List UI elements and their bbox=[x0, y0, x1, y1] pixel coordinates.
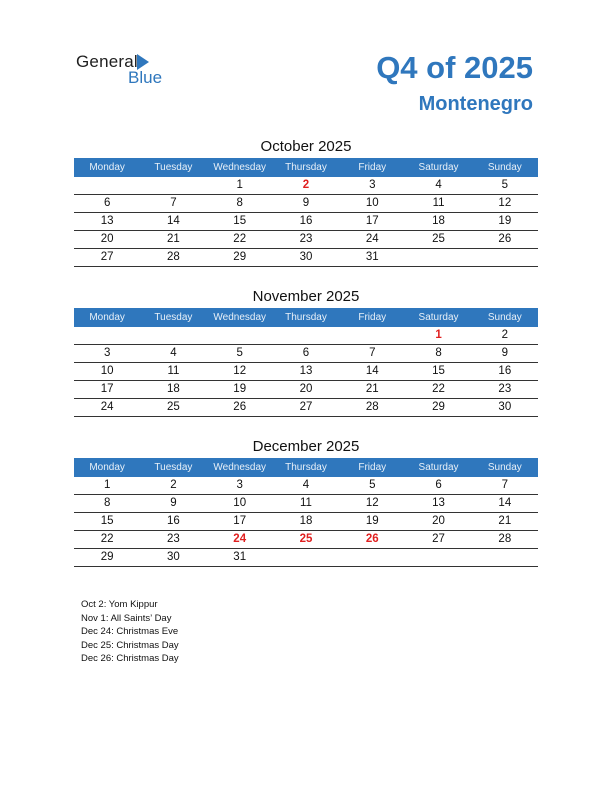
day-cell: 7 bbox=[501, 479, 509, 491]
day-cell: 29 bbox=[233, 251, 247, 263]
weekday-label: Tuesday bbox=[154, 312, 193, 323]
week-row bbox=[74, 231, 538, 249]
day-cell: 22 bbox=[233, 233, 247, 245]
day-cell: 30 bbox=[299, 251, 313, 263]
day-cell: 8 bbox=[103, 497, 111, 509]
day-cell: 23 bbox=[167, 533, 180, 545]
month-title: October 2025 bbox=[260, 138, 352, 155]
day-cell: 4 bbox=[435, 179, 442, 191]
week-row bbox=[74, 495, 538, 513]
day-cell bbox=[207, 327, 273, 344]
day-cell: 20 bbox=[432, 515, 445, 527]
day-cell: 20 bbox=[299, 383, 313, 395]
day-cell: 5 bbox=[501, 179, 509, 191]
day-cell bbox=[140, 327, 206, 344]
weekday-label: Friday bbox=[358, 312, 387, 323]
day-cell: 5 bbox=[369, 479, 376, 491]
holiday-note: Oct 2: Yom Kippur bbox=[81, 599, 158, 610]
day-cell bbox=[140, 177, 206, 194]
day-cell: 18 bbox=[299, 515, 313, 527]
day-cell: 3 bbox=[236, 479, 243, 491]
day-cell: 28 bbox=[365, 401, 379, 413]
week-row bbox=[74, 363, 538, 381]
day-cell: 13 bbox=[299, 365, 313, 377]
day-cell: 6 bbox=[103, 197, 111, 209]
day-cell: 30 bbox=[498, 401, 512, 413]
month-title: December 2025 bbox=[252, 438, 360, 455]
day-cell bbox=[339, 327, 405, 344]
weekday-label: Monday bbox=[89, 312, 125, 323]
day-cell: 1 bbox=[236, 179, 243, 191]
day-cell: 7 bbox=[369, 347, 376, 359]
holiday-notes bbox=[81, 598, 179, 666]
day-cell: 21 bbox=[498, 515, 512, 527]
weekday-header bbox=[74, 308, 538, 327]
day-cell: 29 bbox=[100, 551, 114, 563]
day-cell: 10 bbox=[233, 497, 247, 509]
week-row bbox=[74, 381, 538, 399]
holiday-day-cell: 24 bbox=[233, 533, 247, 545]
day-cell: 26 bbox=[498, 233, 512, 245]
weekday-header bbox=[74, 458, 538, 477]
weekday-label: Friday bbox=[358, 462, 387, 473]
weekday-header bbox=[74, 158, 538, 177]
month-weeks bbox=[74, 327, 538, 417]
day-cell: 21 bbox=[365, 383, 379, 395]
day-cell: 29 bbox=[432, 401, 445, 413]
holiday-note: Dec 26: Christmas Day bbox=[81, 653, 179, 665]
day-cell: 28 bbox=[167, 251, 180, 263]
week-row bbox=[74, 513, 538, 531]
holiday-day-cell: 1 bbox=[435, 329, 442, 341]
week-row bbox=[74, 345, 538, 363]
day-cell: 8 bbox=[236, 197, 243, 209]
day-cell: 16 bbox=[299, 215, 313, 227]
holiday-note: Nov 1: All Saints’ Day bbox=[81, 612, 172, 624]
day-cell bbox=[339, 549, 405, 566]
weekday-label: Saturday bbox=[418, 312, 459, 323]
country-name: Montenegro bbox=[418, 93, 533, 115]
holiday-day-cell: 26 bbox=[365, 533, 379, 545]
day-cell: 16 bbox=[498, 365, 512, 377]
day-cell: 14 bbox=[167, 215, 180, 227]
day-cell: 9 bbox=[170, 497, 177, 509]
day-cell: 24 bbox=[365, 233, 379, 245]
day-cell: 28 bbox=[498, 533, 512, 545]
weekday-label: Tuesday bbox=[154, 462, 193, 473]
day-cell: 22 bbox=[432, 383, 445, 395]
week-row bbox=[74, 399, 538, 417]
day-cell: 3 bbox=[103, 347, 111, 359]
day-cell: 27 bbox=[299, 401, 313, 413]
day-cell: 13 bbox=[100, 215, 114, 227]
day-cell: 24 bbox=[100, 401, 114, 413]
day-cell: 17 bbox=[365, 215, 379, 227]
day-cell: 4 bbox=[170, 347, 177, 359]
day-cell: 16 bbox=[167, 515, 180, 527]
weekday-label: Saturday bbox=[418, 162, 459, 173]
weekday-label: Monday bbox=[89, 462, 125, 473]
day-cell bbox=[74, 327, 140, 344]
generalblue-logo bbox=[76, 52, 186, 92]
day-cell: 10 bbox=[100, 365, 114, 377]
day-cell bbox=[405, 549, 471, 566]
day-cell: 14 bbox=[365, 365, 379, 377]
week-row bbox=[74, 327, 538, 345]
day-cell: 25 bbox=[432, 233, 445, 245]
day-cell: 2 bbox=[501, 329, 509, 341]
week-row bbox=[74, 213, 538, 231]
day-cell bbox=[405, 249, 471, 266]
holiday-day-cell: 25 bbox=[299, 533, 313, 545]
weekday-label: Tuesday bbox=[154, 162, 193, 173]
holiday-day-cell: 2 bbox=[302, 179, 310, 191]
day-cell: 19 bbox=[365, 515, 379, 527]
day-cell: 7 bbox=[170, 197, 177, 209]
day-cell: 11 bbox=[432, 197, 445, 209]
day-cell bbox=[472, 249, 538, 266]
day-cell: 6 bbox=[435, 479, 442, 491]
month-title: November 2025 bbox=[252, 288, 360, 305]
day-cell: 31 bbox=[365, 251, 379, 263]
weekday-label: Thursday bbox=[285, 312, 327, 323]
weekday-label: Friday bbox=[358, 162, 387, 173]
month-december bbox=[74, 436, 538, 567]
day-cell: 18 bbox=[432, 215, 445, 227]
holiday-note: Dec 24: Christmas Eve bbox=[81, 626, 179, 638]
day-cell: 20 bbox=[100, 233, 114, 245]
weekday-label: Thursday bbox=[285, 462, 327, 473]
day-cell: 22 bbox=[100, 533, 114, 545]
day-cell: 12 bbox=[233, 365, 247, 377]
day-cell: 15 bbox=[432, 365, 445, 377]
day-cell: 30 bbox=[167, 551, 180, 563]
day-cell: 4 bbox=[302, 479, 310, 491]
day-cell: 14 bbox=[498, 497, 512, 509]
day-cell: 23 bbox=[498, 383, 512, 395]
day-cell bbox=[74, 177, 140, 194]
day-cell: 12 bbox=[365, 497, 379, 509]
day-cell bbox=[273, 327, 339, 344]
day-cell bbox=[273, 549, 339, 566]
day-cell: 5 bbox=[236, 347, 243, 359]
day-cell: 11 bbox=[300, 497, 312, 509]
day-cell: 10 bbox=[365, 197, 379, 209]
day-cell: 31 bbox=[233, 551, 247, 563]
day-cell: 23 bbox=[299, 233, 313, 245]
week-row bbox=[74, 531, 538, 549]
day-cell: 27 bbox=[100, 251, 114, 263]
weekday-label: Wednesday bbox=[213, 462, 267, 473]
month-weeks bbox=[74, 177, 538, 267]
day-cell: 17 bbox=[233, 515, 247, 527]
day-cell: 13 bbox=[432, 497, 445, 509]
day-cell: 6 bbox=[302, 347, 310, 359]
day-cell: 12 bbox=[498, 197, 512, 209]
month-november bbox=[74, 286, 538, 417]
day-cell: 17 bbox=[100, 383, 114, 395]
day-cell: 15 bbox=[100, 515, 114, 527]
month-weeks bbox=[74, 477, 538, 567]
weekday-label: Wednesday bbox=[213, 312, 267, 323]
week-row bbox=[74, 177, 538, 195]
weekday-label: Thursday bbox=[285, 162, 327, 173]
month-october bbox=[74, 136, 538, 267]
week-row bbox=[74, 477, 538, 495]
week-row bbox=[74, 549, 538, 567]
day-cell: 26 bbox=[233, 401, 247, 413]
page-title: Q4 of 2025 bbox=[376, 50, 533, 85]
weekday-label: Sunday bbox=[487, 162, 522, 173]
day-cell: 21 bbox=[167, 233, 180, 245]
day-cell: 15 bbox=[233, 215, 247, 227]
day-cell: 9 bbox=[302, 197, 310, 209]
day-cell: 19 bbox=[233, 383, 247, 395]
weekday-label: Wednesday bbox=[213, 162, 267, 173]
day-cell: 25 bbox=[167, 401, 180, 413]
holiday-note: Dec 25: Christmas Day bbox=[81, 639, 179, 651]
day-cell: 3 bbox=[369, 179, 376, 191]
week-row bbox=[74, 249, 538, 267]
day-cell: 2 bbox=[170, 479, 177, 491]
day-cell: 18 bbox=[167, 383, 180, 395]
weekday-label: Sunday bbox=[487, 462, 522, 473]
day-cell: 11 bbox=[167, 365, 180, 377]
day-cell: 27 bbox=[432, 533, 445, 545]
week-row bbox=[74, 195, 538, 213]
weekday-label: Monday bbox=[89, 162, 125, 173]
logo-blue-text: Blue bbox=[128, 68, 163, 87]
weekday-label: Saturday bbox=[418, 462, 459, 473]
day-cell: 8 bbox=[435, 347, 442, 359]
day-cell bbox=[472, 549, 538, 566]
weekday-label: Sunday bbox=[487, 312, 522, 323]
day-cell: 1 bbox=[103, 479, 111, 491]
logo-general-text: General bbox=[76, 52, 138, 71]
day-cell: 19 bbox=[498, 215, 512, 227]
day-cell: 9 bbox=[501, 347, 509, 359]
